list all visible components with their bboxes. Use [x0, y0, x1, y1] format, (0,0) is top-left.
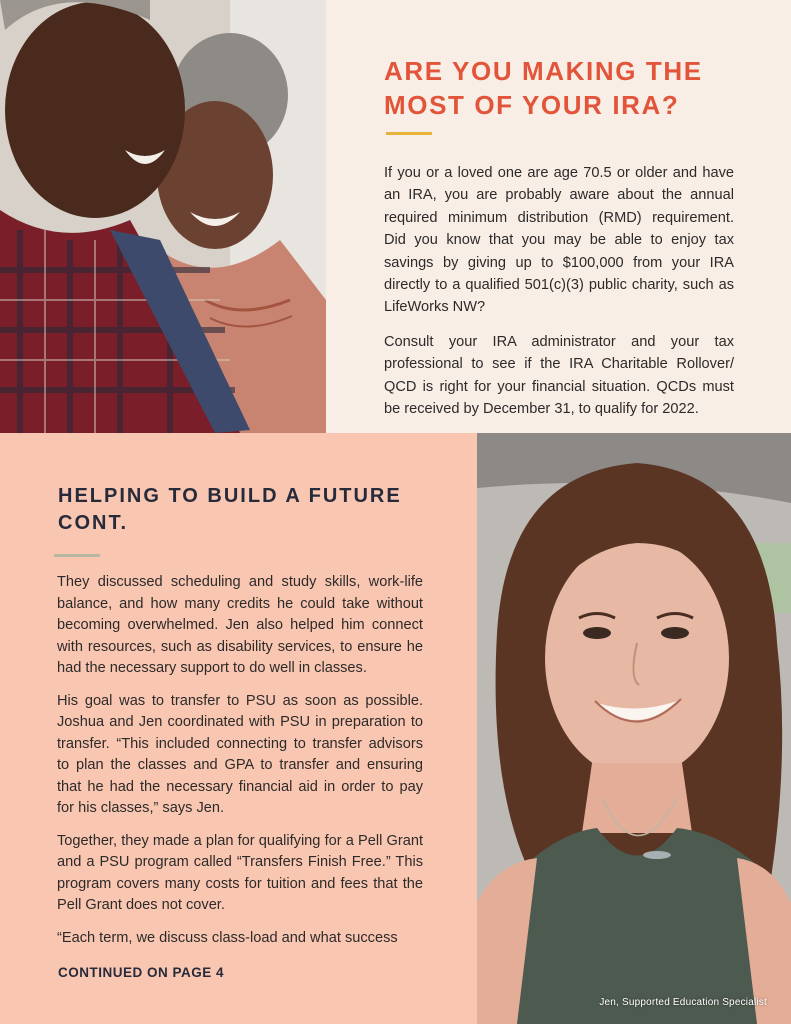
future-heading: HELPING TO BUILD A FUTURE CONT.: [58, 485, 402, 534]
future-divider: [54, 554, 100, 557]
ira-paragraph-1: If you or a loved one are age 70.5 or older and have an IRA, you are probably aware about the annual required minimum distribution (RMD) requirement. Did you know that you may be able to enjoy tax savings by giving up to $100,000 from your IRA directly to a qualified 501(c)(3) public charity, such as LifeWorks NW?: [384, 165, 734, 316]
ira-heading: ARE YOU MAKING THE MOST OF YOUR IRA?: [384, 56, 703, 120]
future-paragraph-1: They discussed scheduling and study skills, work-life balance, and how many credits he could take without becoming overwhelmed. Jen also helped him connect with resources, such as disability services, to ensure he had the necessary support to do well in classes.: [57, 574, 423, 676]
future-body: [57, 572, 423, 960]
continued-link[interactable]: CONTINUED ON PAGE 4: [58, 965, 225, 980]
future-paragraph-2: His goal was to transfer to PSU as soon as possible. Joshua and Jen coordinated with PSU in preparation to transfer. “This included connecting to transfer advisors to plan the classes and GPA to transfer and ensuring that he had the necessary financial aid in order to pay for his classes,” says Jen.: [57, 692, 423, 816]
photo-caption: Jen, Supported Education Specialist: [599, 997, 767, 1008]
jen-photo: [477, 433, 791, 1024]
ira-section: [326, 0, 791, 433]
ira-body: [384, 162, 734, 432]
ira-paragraph-2: Consult your IRA administrator and your tax professional to see if the IRA Charitable Rollover/ QCD is right for your financial situation. QCDs must be received by December 31, to qualify for 2022.: [384, 333, 734, 418]
future-paragraph-4: “Each term, we discuss class-load and what success: [57, 929, 398, 946]
future-paragraph-3: Together, they made a plan for qualifying for a Pell Grant and a PSU program called “Transfers Finish Free.” This program covers many costs for tuition and fees that the Pell Grant does not cover.: [57, 832, 423, 913]
future-section: [0, 433, 477, 1024]
ira-divider: [386, 132, 432, 135]
couple-photo: [0, 0, 326, 433]
